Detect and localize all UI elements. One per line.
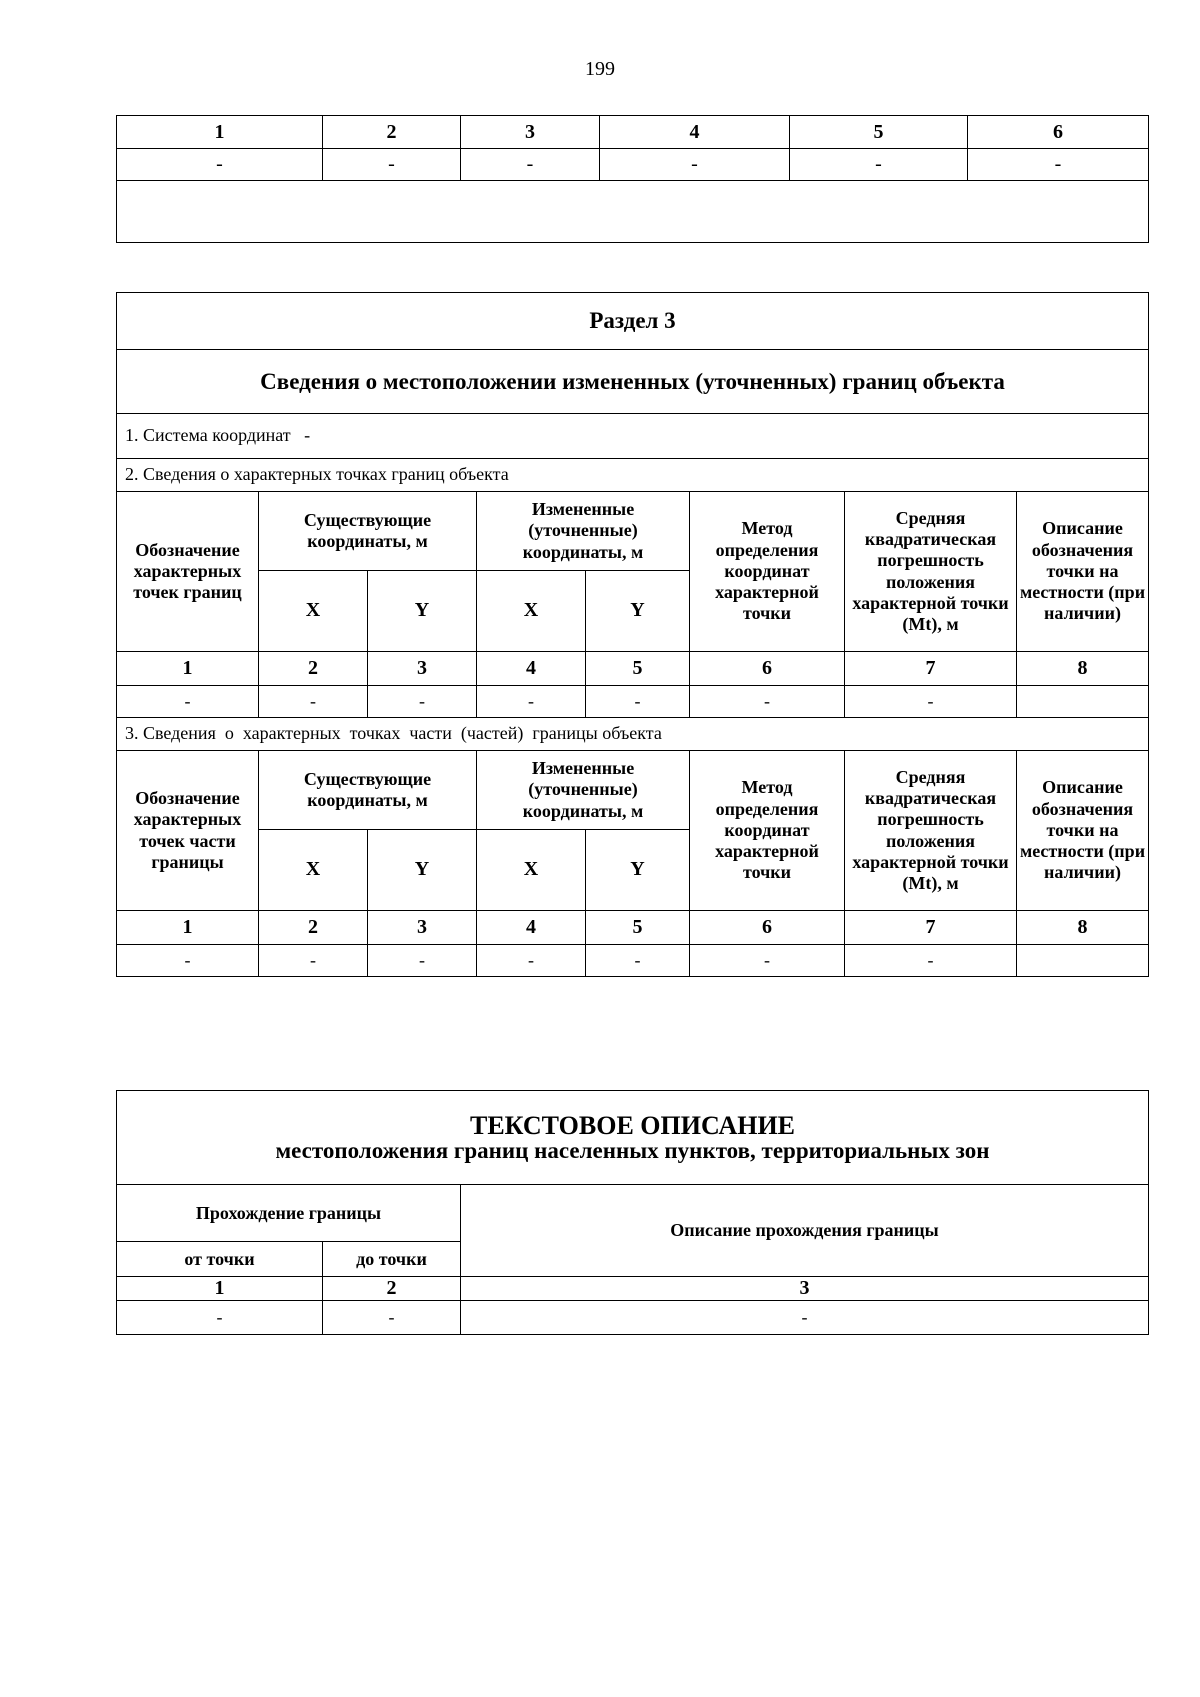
col-number: 7	[845, 652, 1017, 686]
header-designation-part: Обозначение характерных точек части границы	[117, 751, 259, 911]
header-method: Метод определения координат характерной точки	[690, 751, 845, 911]
table-cell: -	[259, 686, 368, 718]
table-cell: -	[477, 686, 586, 718]
col-number: 3	[368, 911, 477, 945]
table-row	[117, 686, 1149, 718]
table-cell: -	[600, 149, 790, 181]
table-cell: -	[461, 149, 600, 181]
col-number: 3	[368, 652, 477, 686]
table-cell: -	[117, 686, 259, 718]
table-cell: -	[477, 945, 586, 977]
col-number: 5	[790, 116, 968, 149]
col-number: 3	[461, 1277, 1149, 1301]
table-cell	[1017, 686, 1149, 718]
section-subtitle: Сведения о местоположении измененных (уточненных) границ объекта	[117, 350, 1149, 414]
header-boundary-description: Описание прохождения границы	[461, 1185, 1149, 1277]
table-cell: -	[323, 1301, 461, 1335]
table-cell	[1017, 945, 1149, 977]
col-number: 3	[461, 116, 600, 149]
col-number: 6	[690, 911, 845, 945]
header-x: X	[259, 830, 368, 911]
section-title: Раздел 3	[117, 293, 1149, 350]
text-description-number-row	[117, 1277, 1149, 1301]
col-number: 6	[690, 652, 845, 686]
page-number: 199	[585, 58, 615, 80]
table-cell: -	[790, 149, 968, 181]
points-header-row	[117, 492, 1149, 571]
header-error: Средняя квадратическая погрешность положения характерной точки (Mt), м	[845, 492, 1017, 652]
continuation-table	[116, 115, 1149, 243]
table-row	[117, 945, 1149, 977]
parts-subsection-title: 3. Сведения о характерных точках части (частей) границы объекта	[117, 718, 1149, 751]
table-cell: -	[323, 149, 461, 181]
coord-system-row	[117, 414, 1149, 459]
col-number: 2	[259, 911, 368, 945]
header-y: Y	[368, 571, 477, 652]
header-error: Средняя квадратическая погрешность положения характерной точки (Mt), м	[845, 751, 1017, 911]
points-number-row	[117, 652, 1149, 686]
col-number: 2	[323, 116, 461, 149]
col-number: 2	[323, 1277, 461, 1301]
text-description-subtitle: местоположения границ населенных пунктов, территориальных зон	[275, 1138, 990, 1164]
header-y: Y	[586, 571, 690, 652]
coord-system-value: -	[304, 425, 311, 446]
parts-number-row	[117, 911, 1149, 945]
col-number: 4	[477, 652, 586, 686]
table-cell: -	[845, 686, 1017, 718]
table-cell: -	[690, 945, 845, 977]
table-cell: -	[586, 686, 690, 718]
header-x: X	[477, 571, 586, 652]
continuation-header-row	[117, 116, 1149, 149]
col-number: 5	[586, 652, 690, 686]
header-y: Y	[368, 830, 477, 911]
table-cell: -	[461, 1301, 1149, 1335]
header-passage: Прохождение границы	[117, 1185, 461, 1242]
header-changed-coords: Измененные (уточненные) координаты, м	[477, 492, 690, 571]
header-description: Описание обозначения точки на местности (при наличии)	[1017, 492, 1149, 652]
header-existing-coords: Существующие координаты, м	[259, 492, 477, 571]
points-subsection-title: 2. Сведения о характерных точках границ объекта	[117, 459, 1149, 492]
coord-system-label: 1. Система координат	[125, 425, 291, 446]
col-number: 4	[477, 911, 586, 945]
col-number: 1	[117, 1277, 323, 1301]
table-cell: -	[690, 686, 845, 718]
col-number: 1	[117, 652, 259, 686]
col-number: 5	[586, 911, 690, 945]
header-x: X	[259, 571, 368, 652]
empty-cell	[117, 181, 1149, 243]
header-existing-coords: Существующие координаты, м	[259, 751, 477, 830]
empty-row	[117, 181, 1149, 243]
table-row	[117, 1301, 1149, 1335]
col-number: 4	[600, 116, 790, 149]
table-cell: -	[117, 1301, 323, 1335]
text-description-title: ТЕКСТОВОЕ ОПИСАНИЕ	[470, 1110, 796, 1140]
parts-header-row	[117, 751, 1149, 830]
col-number: 2	[259, 652, 368, 686]
table-cell: -	[259, 945, 368, 977]
header-changed-coords: Измененные (уточненные) координаты, м	[477, 751, 690, 830]
text-description-heading	[117, 1091, 1149, 1185]
header-method: Метод определения координат характерной точки	[690, 492, 845, 652]
table-cell: -	[968, 149, 1149, 181]
col-number: 7	[845, 911, 1017, 945]
col-number: 1	[117, 116, 323, 149]
table-cell: -	[586, 945, 690, 977]
col-number: 6	[968, 116, 1149, 149]
table-cell: -	[368, 945, 477, 977]
header-x: X	[477, 830, 586, 911]
table-cell: -	[368, 686, 477, 718]
table-cell: -	[117, 149, 323, 181]
header-y: Y	[586, 830, 690, 911]
header-description: Описание обозначения точки на местности (при наличии)	[1017, 751, 1149, 911]
table-cell: -	[117, 945, 259, 977]
header-designation: Обозначение характерных точек границ	[117, 492, 259, 652]
col-number: 8	[1017, 652, 1149, 686]
header-from-point: от точки	[117, 1242, 323, 1277]
col-number: 1	[117, 911, 259, 945]
text-description-table	[116, 1090, 1149, 1335]
col-number: 8	[1017, 911, 1149, 945]
table-row	[117, 149, 1149, 181]
header-to-point: до точки	[323, 1242, 461, 1277]
table-cell: -	[845, 945, 1017, 977]
section3-table	[116, 292, 1149, 977]
